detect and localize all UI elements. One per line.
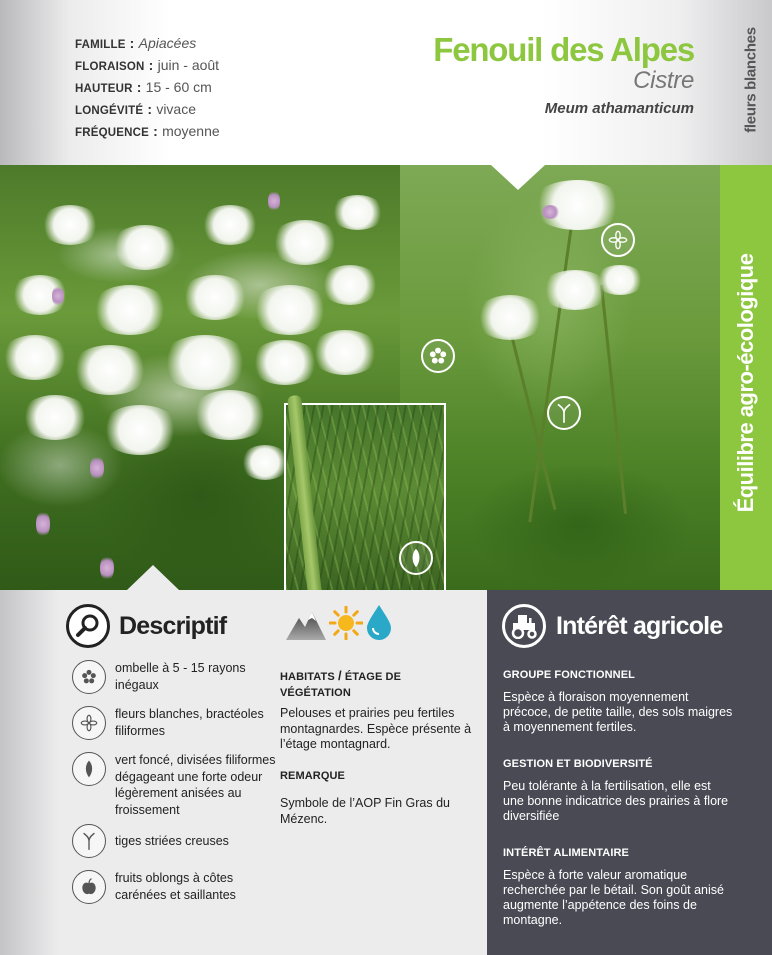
gestion-heading: GESTION ET BIODIVERSITÉ — [503, 758, 653, 770]
trait-text: vert foncé, divisées filiformes dégageant une forte odeur légèrement anisées au froissement — [115, 753, 276, 817]
list-item — [72, 752, 285, 818]
interet-heading — [502, 604, 722, 648]
gestion-text: Peu tolérante à la fertilisation, elle est une bonne indicatrice des prairies à flore diversifiée — [503, 779, 729, 823]
trait-text: ombelle à 5 - 15 rayons inégaux — [115, 661, 246, 692]
fact-floraison: FLORAISON : juin - août — [75, 57, 220, 73]
habitat-section — [280, 668, 475, 843]
fact-value: 15 - 60 cm — [145, 79, 212, 95]
latin-name: Meum athamanticum — [544, 100, 694, 117]
groupe-fonctionnel-text: Espèce à floraison moyennement précoce, de petite taille, des sols maigres à moyennement fertiles. — [503, 690, 733, 734]
plant-photo — [0, 165, 720, 590]
agro-ecology-band — [720, 165, 772, 590]
fact-value: juin - août — [157, 57, 220, 73]
panel-notch — [127, 565, 179, 590]
header — [0, 0, 772, 165]
habitat-icons — [286, 604, 392, 645]
flower-icon — [421, 339, 455, 373]
habitat-text: Pelouses et prairies peu fertiles montagnardes. Espèce présente à l’étage montagnard. — [280, 706, 472, 751]
title-block — [433, 32, 694, 117]
fact-frequence: FRÉQUENCE : moyenne — [75, 123, 220, 139]
interet-sections — [503, 668, 733, 950]
stem-icon — [72, 824, 106, 858]
interet-alimentaire-text: Espèce à forte valeur aromatique recherchée par le bétail. Son goût anisé augmente l’appétence des foins de montagne. — [503, 868, 724, 927]
remarque-text: Symbole de l’AOP Fin Gras du Mézenc. — [280, 796, 450, 826]
fact-key: FAMILLE — [75, 39, 126, 51]
tractor-icon — [502, 604, 546, 648]
fact-value: vivace — [156, 101, 196, 117]
fact-key: HAUTEUR — [75, 83, 133, 95]
photo-notch — [491, 165, 545, 190]
list-item — [72, 824, 285, 858]
common-name: Cistre — [633, 67, 694, 94]
fact-key: FRÉQUENCE — [75, 127, 150, 139]
mountain-icon — [286, 608, 326, 645]
descriptif-title: Descriptif — [119, 611, 227, 640]
list-item — [72, 870, 285, 904]
groupe-fonctionnel-heading: GROUPE FONCTIONNEL — [503, 669, 635, 681]
fact-key: LONGÉVITÉ — [75, 105, 144, 117]
habitat-heading: HABITATS / ÉTAGE DE VÉGÉTATION — [280, 668, 402, 699]
side-label — [740, 20, 762, 140]
interet-alimentaire-heading: INTÉRÊT ALIMENTAIRE — [503, 847, 629, 859]
magnifier-icon — [66, 604, 110, 648]
leaf-icon — [399, 541, 433, 575]
trait-text: fleurs blanches, bractéoles filiformes — [115, 707, 264, 738]
photo-closeup — [400, 165, 720, 590]
trait-text: fruits oblongs à côtes carénées et saillantes — [115, 871, 236, 902]
fact-famille: FAMILLE : Apiacées — [75, 35, 197, 51]
fact-value: moyenne — [162, 123, 220, 139]
leaf-icon — [72, 752, 106, 786]
sun-icon — [329, 606, 363, 645]
water-drop-icon — [366, 604, 392, 645]
star-flower-icon — [601, 223, 635, 257]
fact-value: Apiacées — [138, 35, 197, 51]
fact-key: FLORAISON — [75, 61, 145, 73]
fruit-icon — [72, 870, 106, 904]
interet-title: Intérêt agricole — [556, 611, 723, 640]
fact-longevite: LONGÉVITÉ : vivace — [75, 101, 196, 117]
plant-facts — [75, 33, 220, 143]
flower-icon — [72, 660, 106, 694]
remarque-heading: REMARQUE — [280, 769, 345, 782]
stem-icon — [547, 396, 581, 430]
list-item — [72, 706, 285, 740]
page-title: Fenouil des Alpes — [433, 31, 694, 68]
star-flower-icon — [72, 706, 106, 740]
fact-hauteur: HAUTEUR : 15 - 60 cm — [75, 79, 212, 95]
side-label-text: fleurs blanches — [742, 27, 760, 133]
descriptif-heading — [66, 604, 226, 648]
trait-text: tiges striées creuses — [115, 834, 229, 848]
band-label: Équilibre agro-écologique — [733, 253, 758, 513]
list-item — [72, 660, 285, 694]
